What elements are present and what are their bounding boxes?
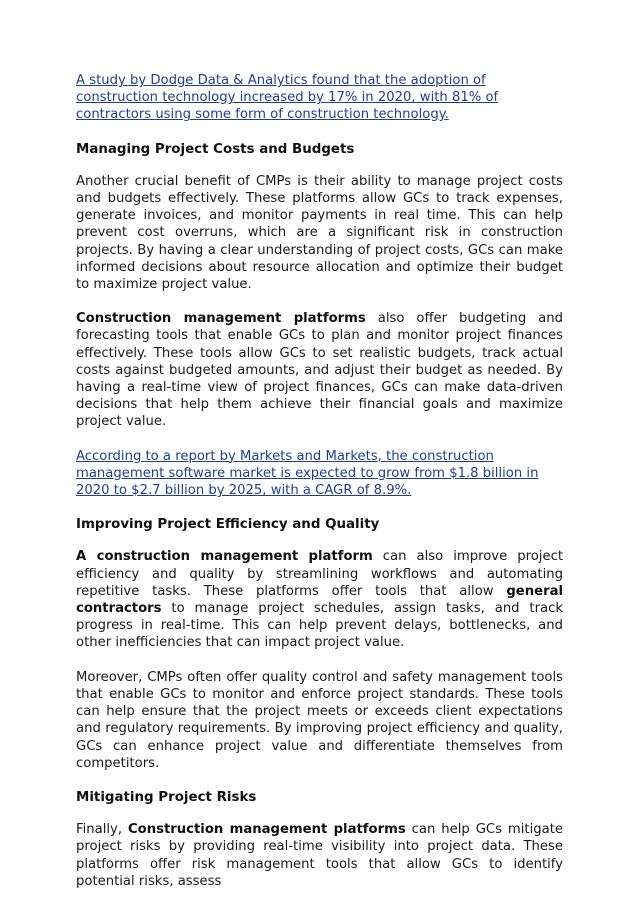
heading-improving-efficiency: Improving Project Efficiency and Quality: [76, 517, 380, 533]
paragraph-costs-2-text: also offer budgeting and forecasting tools that enable GCs to plan and monitor project finances effectively. These tools allow GCs to set realistic budgets, track actual costs against budgeted amounts, and adjust their budget as needed. By having a real-time view of project finances, GCs can make data-driven decisions that help them achieve their financial goals and maximize project value.: [76, 311, 563, 430]
paragraph-efficiency-1: [76, 548, 563, 651]
markets-report-link[interactable]: According to a report by Markets and Markets, the construction management software market is expected to grow from $1.8 billion in 2020 to $2.7 billion by 2025, with a CAGR of 8.9%.: [76, 448, 539, 499]
heading-mitigating-risks: Mitigating Project Risks: [76, 789, 257, 805]
paragraph-efficiency-1-text-a: can also improve project efficiency and quality by streamlining workflows and automating repetitive tasks. These platforms offer tools that allow: [76, 549, 563, 599]
bold-cmp-term: Construction management platforms: [76, 311, 366, 327]
paragraph-risks-text: can help GCs mitigate project risks by providing real-time visibility into project data. These platforms offer risk management tools that allow GCs to identify potential risks, assess: [76, 822, 564, 889]
paragraph-costs-2: [76, 310, 563, 430]
paragraph-efficiency-1-text-b: to manage project schedules, assign tasks, and track progress in real-time. This can help prevent delays, bottlenecks, and other inefficiencies that can impact project value.: [76, 601, 563, 651]
heading-managing-costs: Managing Project Costs and Budgets: [76, 141, 355, 157]
paragraph-risks: [76, 821, 563, 890]
bold-cmp-term: Construction management platforms: [128, 822, 406, 838]
bold-cmp-term: A construction management platform: [76, 549, 373, 565]
dodge-study-link[interactable]: A study by Dodge Data & Analytics found that the adoption of construction technology increased by 17% in 2020, with 81% of contractors using some form of construction technology.: [76, 73, 499, 123]
paragraph-costs-1: Another crucial benefit of CMPs is their ability to manage project costs and budgets effectively. These platforms allow GCs to track expenses, generate invoices, and monitor payments in real time. This can help prevent cost overruns, which are a significant risk in construction projects. By having a clear understanding of project costs, GCs can make informed decisions about resource allocation and optimize their budget to maximize project value.: [76, 173, 563, 293]
paragraph-risks-start: Finally,: [76, 822, 128, 838]
document-page: [76, 72, 563, 907]
bold-gc-term: general contractors: [76, 583, 563, 617]
paragraph-efficiency-2: Moreover, CMPs often offer quality control and safety management tools that enable GCs to monitor and enforce project standards. These tools can help ensure that the project meets or exceeds client expectations and regulatory requirements. By improving project efficiency and quality, GCs can enhance project value and differentiate themselves from competitors.: [76, 669, 563, 771]
